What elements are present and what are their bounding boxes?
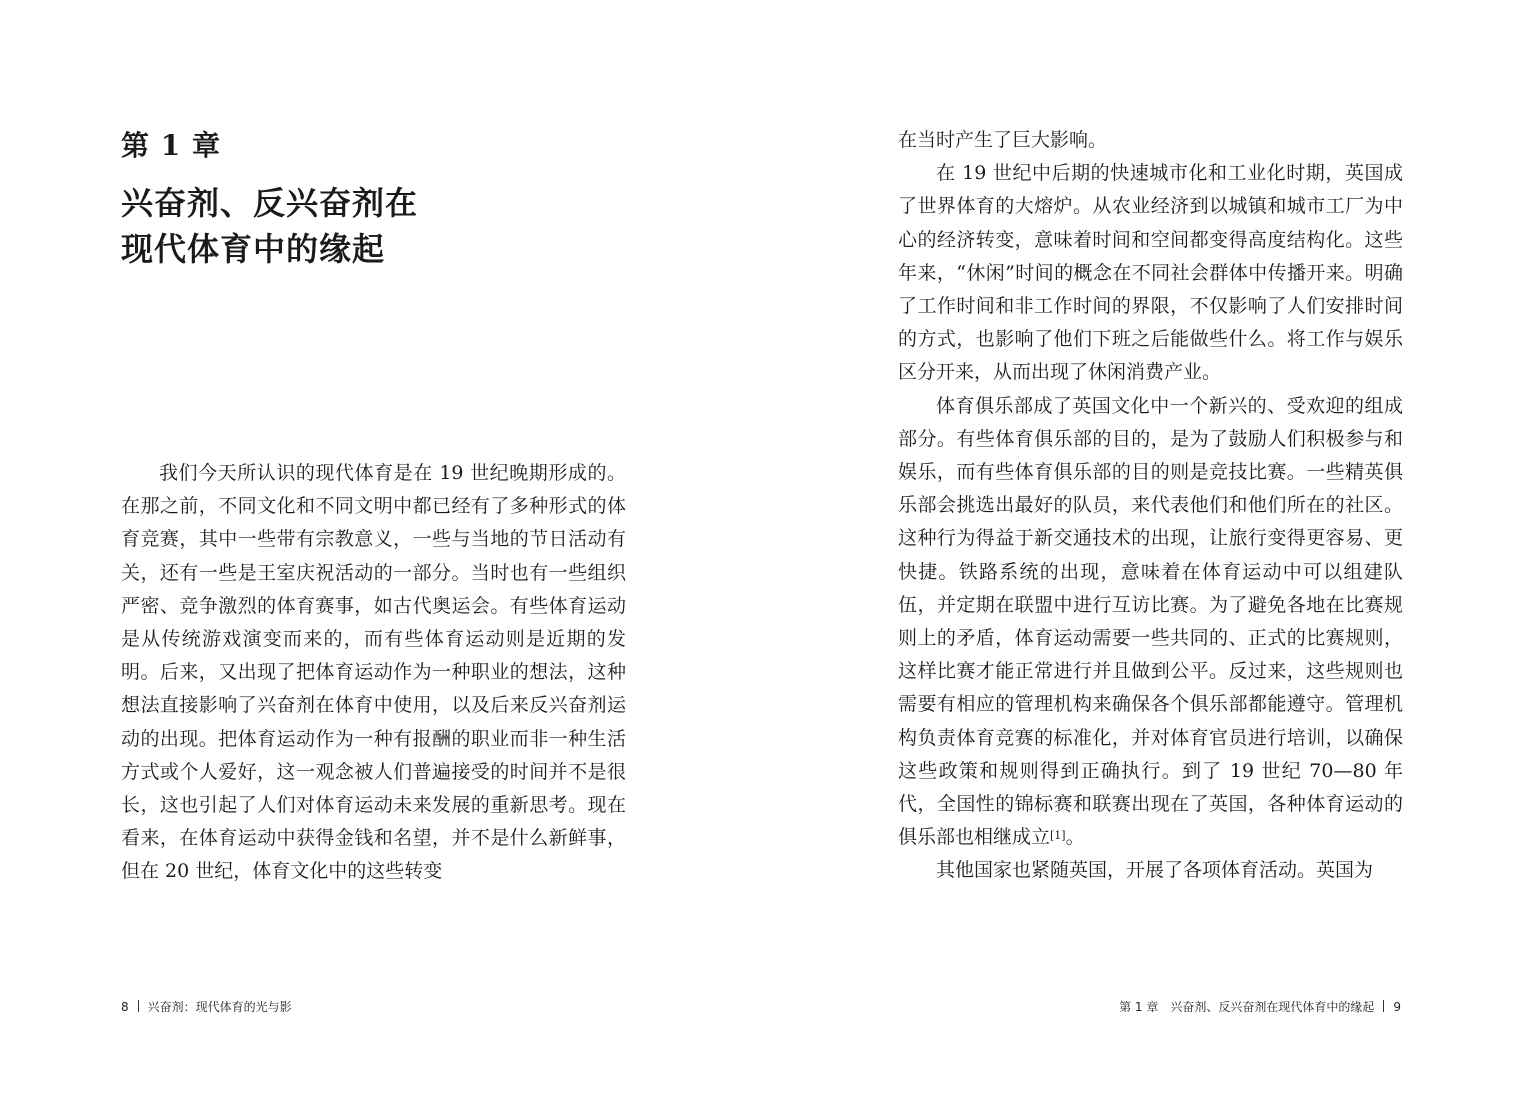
left-body-text (121, 457, 626, 889)
footer-separator (1383, 1000, 1384, 1012)
right-body-text (898, 124, 1403, 888)
chapter-label: 第 1 章 (121, 129, 221, 162)
chapter-title-line-1: 兴奋剂、反兴奋剂在 (121, 184, 419, 222)
paragraph: 我们今天所认识的现代体育是在 19 世纪晚期形成的。在那之前，不同文化和不同文明中都已经有了多种形式的体育竞赛，其中一些带有宗教意义，一些与当地的节日活动有关，还有一些是王室庆祝活动的一部分。当时也有一些组织严密、竞争激烈的体育赛事，如古代奥运会。有些体育运动是从传统游戏演变而来的，而有些体育运动则是近期的发明。后来，又出现了把体育运动作为一种职业的想法，这种想法直接影响了兴奋剂在体育中使用，以及后来反兴奋剂运动的出现。把体育运动作为一种有报酬的职业而非一种生活方式或个人爱好，这一观念被人们普遍接受的时间并不是很长，这也引起了人们对体育运动未来发展的重新思考。现在看来，在体育运动中获得金钱和名望，并不是什么新鲜事，但在 20 世纪，体育文化中的这些转变 (121, 462, 626, 883)
chapter-title (121, 180, 641, 272)
continuation-paragraph: 在当时产生了巨大影响。 (898, 129, 1108, 151)
running-title: 第 1 章 兴奋剂、反兴奋剂在现代体育中的缘起 (1119, 1000, 1375, 1014)
paragraph-end: 。 (1065, 826, 1085, 849)
right-footer (1119, 998, 1401, 1016)
page-number: 9 (1393, 1000, 1401, 1014)
left-footer (121, 998, 292, 1016)
right-page (761, 0, 1522, 1102)
paragraph (898, 390, 1403, 855)
page-number: 8 (121, 1000, 129, 1014)
footer-separator (138, 1000, 139, 1012)
book-title: 兴奋剂：现代体育的光与影 (147, 1000, 292, 1014)
paragraph: 在 19 世纪中后期的快速城市化和工业化时期，英国成了世界体育的大熔炉。从农业经济到以城镇和城市工厂为中心的经济转变，意味着时间和空间都变得高度结构化。这些年来，“休闲”时间的概念在不同社会群体中传播开来。明确了工作时间和非工作时间的界限，不仅影响了人们安排时间的方式，也影响了他们下班之后能做些什么。将工作与娱乐区分开来，从而出现了休闲消费产业。 (898, 162, 1403, 384)
paragraph-text: 体育俱乐部成了英国文化中一个新兴的、受欢迎的组成部分。有些体育俱乐部的目的，是为了鼓励人们积极参与和娱乐，而有些体育俱乐部的目的则是竞技比赛。一些精英俱乐部会挑选出最好的队员，来代表他们和他们所在的社区。这种行为得益于新交通技术的出现，让旅行变得更容易、更快捷。铁路系统的出现，意味着在体育运动中可以组建队伍，并定期在联盟中进行互访比赛。为了避免各地在比赛规则上的矛盾，体育运动需要一些共同的、正式的比赛规则，这样比赛才能正常进行并且做到公平。反过来，这些规则也需要有相应的管理机构来确保各个俱乐部都能遵守。管理机构负责体育竞赛的标准化，并对体育官员进行培训，以确保这些政策和规则得到正确执行。到了 19 世纪 70—80 年代，全国性的锦标赛和联赛出现在了英国，各种体育运动的俱乐部也相继成立 (898, 394, 1403, 849)
paragraph: 其他国家也紧随英国，开展了各项体育活动。英国为 (936, 859, 1374, 882)
footnote-marker[interactable]: [1] (1050, 829, 1066, 843)
chapter-title-line-2: 现代体育中的缘起 (121, 230, 386, 268)
